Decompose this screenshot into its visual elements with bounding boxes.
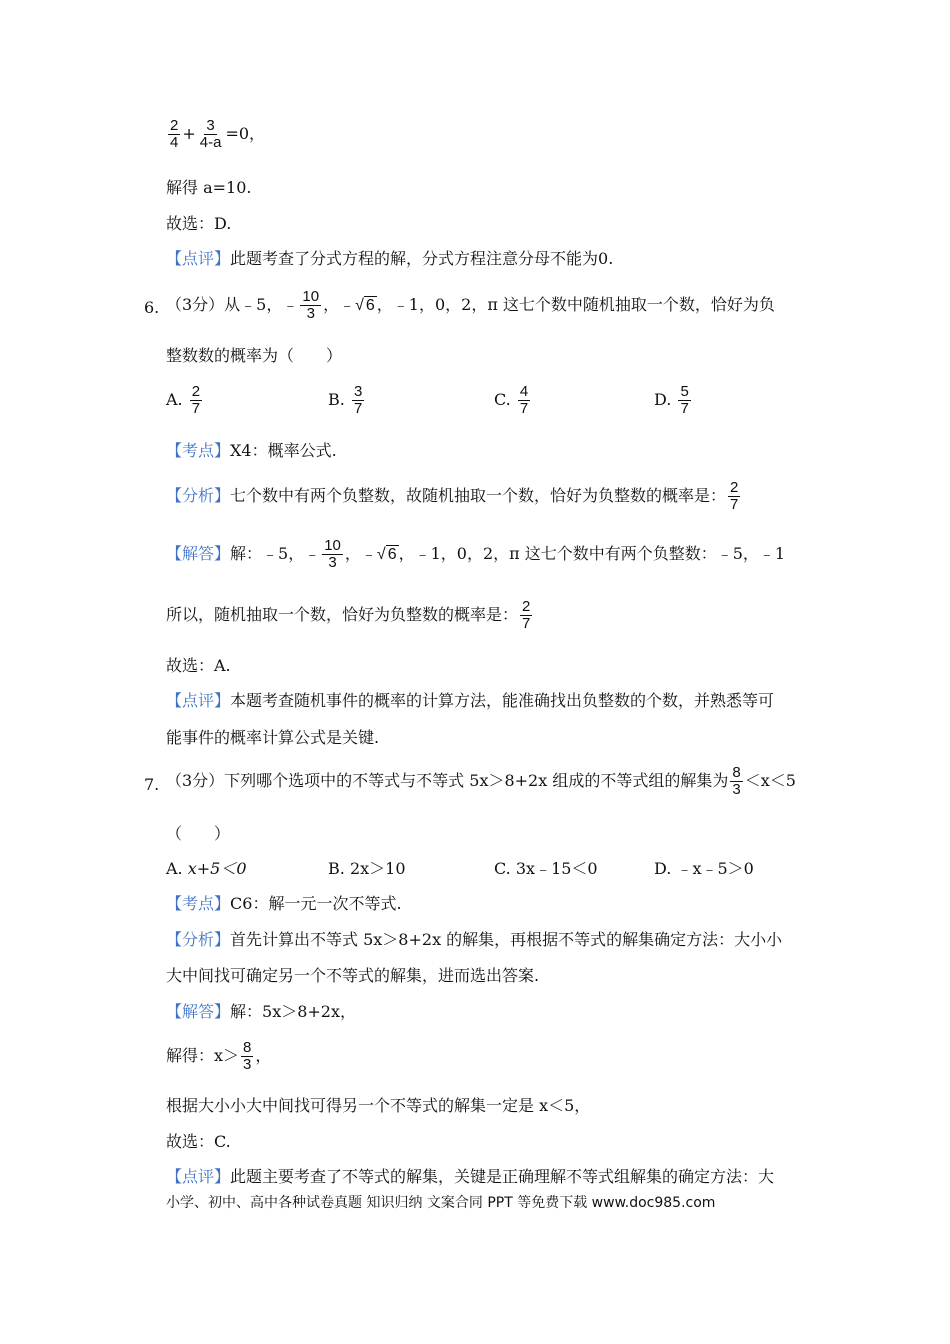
fraction: $\frac{2}{4}$	[170, 117, 179, 151]
answer-line: 【解答】解：5x＞8+2x，	[166, 1002, 357, 1021]
question-number: 6.	[144, 298, 160, 317]
option-c: C. 3x﹣15＜0	[494, 859, 598, 878]
analysis-line-2: 大中间找可确定另一个不等式的解集，进而选出答案.	[166, 966, 540, 985]
sqrt: √ 6	[355, 297, 375, 314]
fraction: $\frac{2}{7}$	[730, 479, 739, 513]
question-number: 7.	[144, 775, 160, 794]
comment-line: 【点评】此题考查了分式方程的解，分式方程注意分母不能为0.	[166, 249, 614, 268]
analysis-line: 【分析】七个数中有两个负整数，故随机抽取一个数，恰好为负整数的概率是： $\frac{2}{7}$	[166, 479, 739, 513]
option-d: D. $\frac{5}{7}$	[654, 383, 689, 417]
option-d: D. ﹣x﹣5＞0	[654, 859, 754, 878]
comment-line: 【点评】此题主要考查了不等式的解集，关键是正确理解不等式组解集的确定方法：大	[166, 1167, 775, 1186]
fraction: $\frac{8}{3}$	[243, 1039, 252, 1073]
option-a: A. $\frac{2}{7}$	[166, 383, 201, 417]
option-c: C. $\frac{4}{7}$	[494, 383, 529, 417]
option-a: A. x+5＜0	[166, 859, 247, 878]
solution-line: 解得：x＞ $\frac{8}{3}$ ，	[166, 1039, 272, 1073]
question-stem: （3分）下列哪个选项中的不等式与不等式 5x＞8+2x 组成的不等式组的解集为 $\frac{8}{3}$ ＜x＜5	[166, 764, 796, 798]
answer-choice: 故选：A.	[166, 656, 231, 675]
answer-choice: 故选：D.	[166, 214, 232, 233]
option-b: B. $\frac{3}{7}$	[328, 383, 363, 417]
comment-line: 【点评】本题考查随机事件的概率的计算方法，能准确找出负整数的个数，并熟悉等可	[166, 691, 775, 710]
question-stem: （3分）从﹣5，﹣ $\frac{10}{3}$ ，﹣√ 6 ，﹣1，0，2，π 这七个数中随机抽取一个数，恰好为负	[166, 288, 775, 322]
solution-line: 解得 a=10.	[166, 178, 252, 197]
answer-choice: 故选：C.	[166, 1132, 231, 1151]
rule-line: 根据大小小大中间找可得另一个不等式的解集一定是 x＜5，	[166, 1096, 591, 1115]
fraction: $\frac{10}{3}$	[324, 537, 341, 571]
fraction: $\frac{2}{7}$	[522, 598, 531, 632]
question-stem-line2: 整数数的概率为（ ）	[166, 346, 343, 365]
answer-line: 【解答】解：﹣5，﹣ $\frac{10}{3}$ ，﹣√ 6 ，﹣1，0，2，π 这七个数中有两个负整数：﹣5，﹣1	[166, 537, 786, 571]
knowledge-point: 【考点】C6：解一元一次不等式.	[166, 894, 402, 913]
conclusion-line: 所以，随机抽取一个数，恰好为负整数的概率是： $\frac{2}{7}$	[166, 598, 531, 632]
options-row	[166, 384, 866, 424]
equation-line: $\frac{2}{4}$ + $\frac{3}{4-a}$ =0，	[170, 117, 266, 151]
fraction: $\frac{10}{3}$	[302, 288, 320, 322]
option-b: B. 2x＞10	[328, 859, 406, 878]
fraction: $\frac{3}{4-a}$	[199, 117, 222, 151]
fraction: $\frac{8}{3}$	[732, 764, 741, 798]
sqrt: √ 6	[376, 546, 397, 563]
analysis-line: 【分析】首先计算出不等式 5x＞8+2x 的解集，再根据不等式的解集确定方法：大小小	[166, 930, 783, 949]
options-row	[166, 858, 866, 882]
comment-line-2: 能事件的概率计算公式是关键.	[166, 728, 380, 747]
knowledge-point: 【考点】X4：概率公式.	[166, 441, 337, 460]
footer-watermark: 小学、初中、高中各种试卷真题 知识归纳 文案合同 PPT 等免费下载 www.doc985.com	[166, 1195, 716, 1211]
answer-paren: （ ）	[166, 824, 231, 843]
